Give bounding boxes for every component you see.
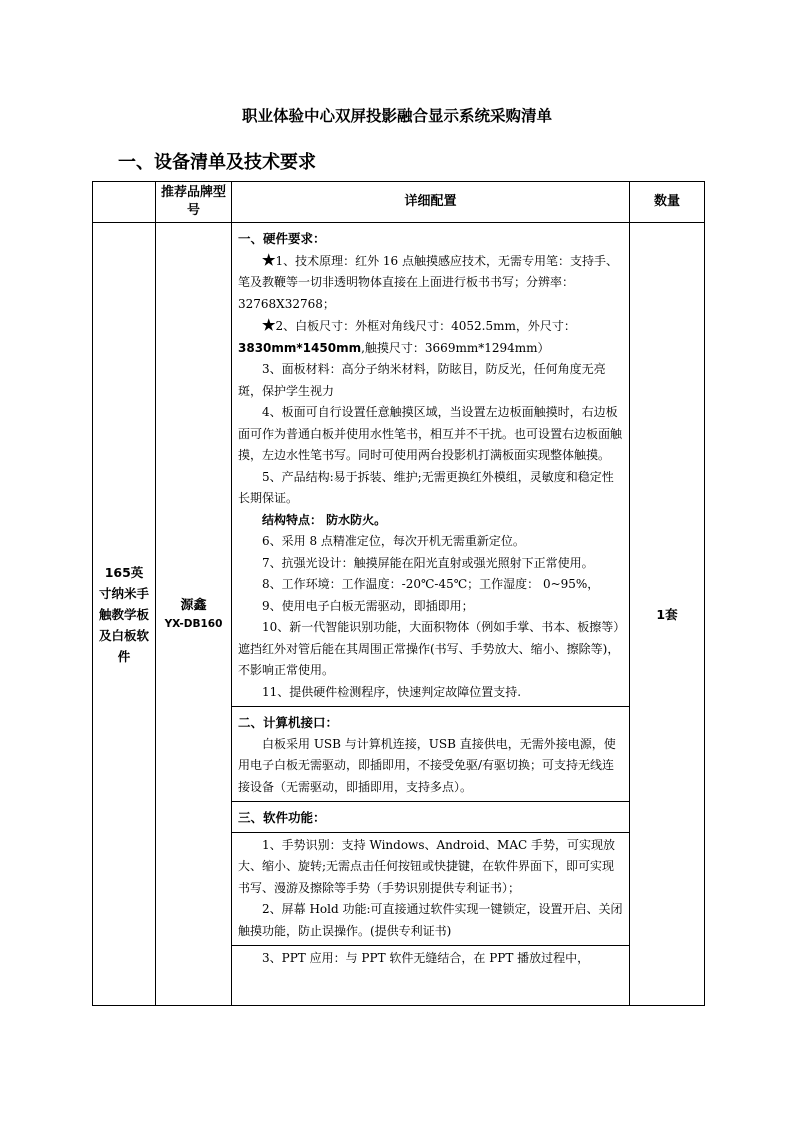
hardware-item-6: 6、采用 8 点精准定位，每次开机无需重新定位。 (262, 534, 525, 548)
hardware-item-5: 5、产品结构:易于拆装、维护;无需更换红外模组，灵敏度和稳定性长期保证。 (238, 469, 614, 505)
interface-text: 白板采用 USB 与计算机连接，USB 直接供电，无需外接电源，使用电子白板无需驱动，即插即用，不接受免驱/有驱切换；可支持无线连接设备（无需驱动，即插即用，支持多点）。 (238, 736, 616, 794)
equipment-table (92, 181, 705, 1006)
star-icon: ★ (262, 316, 276, 334)
section-heading: 一、设备清单及技术要求 (118, 152, 316, 173)
software-heading: 三、软件功能： (238, 810, 326, 825)
hardware-item-1: ★1、技术原理：红外 16 点触摸感应技术，无需专用笔：支持手、笔及教鞭等一切非透明物体直接在上面进行板书书写；分辨率：32768X32768； (238, 250, 618, 311)
star-icon: ★ (262, 250, 276, 269)
hardware-item-9: 9、使用电子白板无需驱动，即插即用； (262, 598, 474, 613)
header-index (93, 182, 156, 223)
brand-name: 源鑫 (180, 598, 207, 613)
software-item-2: 2、屏幕 Hold 功能:可直接通过软件实现一键锁定，设置开启、关闭触摸功能，防止误操作。(提供专利证书) (238, 902, 623, 938)
hardware-heading: 一、硬件要求： (238, 231, 326, 246)
structure-feature: 结构特点： 防水防火。 (262, 512, 387, 527)
divider (232, 706, 629, 707)
software-item-3: 3、PPT 应用：与 PPT 软件无缝结合，在 PPT 播放过程中， (262, 951, 590, 965)
brand-cell (156, 223, 232, 1006)
divider (232, 801, 629, 802)
hardware-item-10: 10、新一代智能识别功能，大面积物体（例如手掌、书本、板擦等）遮挡红外对管后能在其周围正常操作(书写、手势放大、缩小、擦除等)，不影响正常使用。 (238, 620, 620, 677)
hardware-item-8: 8、工作环境：工作温度：-20℃-45℃；工作湿度： 0~95%， (262, 577, 600, 591)
product-name-cell: 165英寸纳米手触教学板及白板软件 (93, 223, 156, 1006)
hardware-item-4: 4、板面可自行设置任意触摸区域，当设置左边板面触摸时，右边板面可作为普通白板并使用水性笔书，相互并不干扰。也可设置右边板面触摸，左边水性笔书写。同时可使用两台投影机打满板面实现整体触摸。 (238, 405, 623, 462)
divider (232, 945, 629, 946)
header-brand: 推荐品牌型号 (156, 182, 232, 223)
brand-model: YX-DB160 (164, 618, 223, 630)
header-config: 详细配置 (232, 182, 630, 223)
table-row (93, 223, 705, 1006)
document-title: 职业体验中心双屏投影融合显示系统采购清单 (241, 107, 552, 125)
hardware-item-7: 7、抗强光设计：触摸屏能在阳光直射或强光照射下正常使用。 (262, 555, 594, 570)
header-quantity: 数量 (630, 182, 705, 223)
quantity-cell: 1套 (630, 223, 705, 1006)
interface-heading: 二、计算机接口： (238, 715, 339, 730)
software-item-1: 1、手势识别：支持 Windows、Android、MAC 手势，可实现放大、缩小、旋转;无需点击任何按钮或快捷键，在软件界面下，即可实现书写、漫游及擦除等手势（手势识别提供专利证书）； (238, 837, 615, 895)
hardware-item-3: 3、面板材料：高分子纳米材料，防眩目，防反光，任何角度无亮斑，保护学生视力 (238, 362, 606, 398)
hardware-item-2: ★2、白板尺寸：外框对角线尺寸：4052.5mm，外尺寸：3830mm*1450mm,触摸尺寸：3669mm*1294mm） (238, 316, 576, 355)
detail-config-cell (232, 223, 630, 1006)
hardware-item-11: 11、提供硬件检测程序，快速判定故障位置支持. (262, 684, 522, 699)
table-header-row (93, 182, 705, 223)
divider (232, 832, 629, 833)
